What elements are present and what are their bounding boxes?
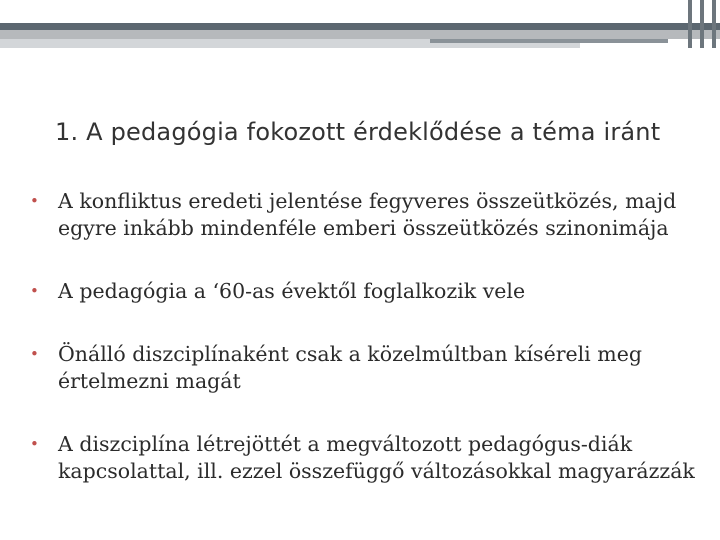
bullet-dot-icon: • [30,192,39,210]
bullet-text: A diszciplína létrejöttét a megváltozott pedagógus-diák kapcsolattal, ill. ezzel összefüggő változásokkal magyarázzák [58,432,695,483]
bullet-text: Önálló diszciplínaként csak a közelmúltban kíséreli meg értelmezni magát [58,342,642,393]
vertical-bar [712,0,716,48]
vertical-bar [688,0,692,48]
bullet-dot-icon: • [30,435,39,453]
bullet-dot-icon: • [30,345,39,363]
slide-title: 1. A pedagógia fokozott érdeklődése a téma iránt [55,118,661,146]
bullet-item [30,278,525,305]
header-strip-grey [0,30,720,39]
bullet-text: A konfliktus eredeti jelentése fegyveres összeütközés, majd egyre inkább mindenféle emberi összeütközés szinonimája [58,189,677,240]
header-strip-dark [0,23,720,30]
vertical-bar [700,0,704,48]
bullet-item [30,188,710,242]
bullet-item [30,341,710,395]
header-accent-line [430,39,668,43]
header-band [0,0,720,23]
bullet-dot-icon: • [30,282,39,300]
bullet-text: A pedagógia a ‘60-as évektől foglalkozik vele [58,279,526,303]
header-vertical-bars [686,0,720,48]
bullet-item [30,431,710,485]
